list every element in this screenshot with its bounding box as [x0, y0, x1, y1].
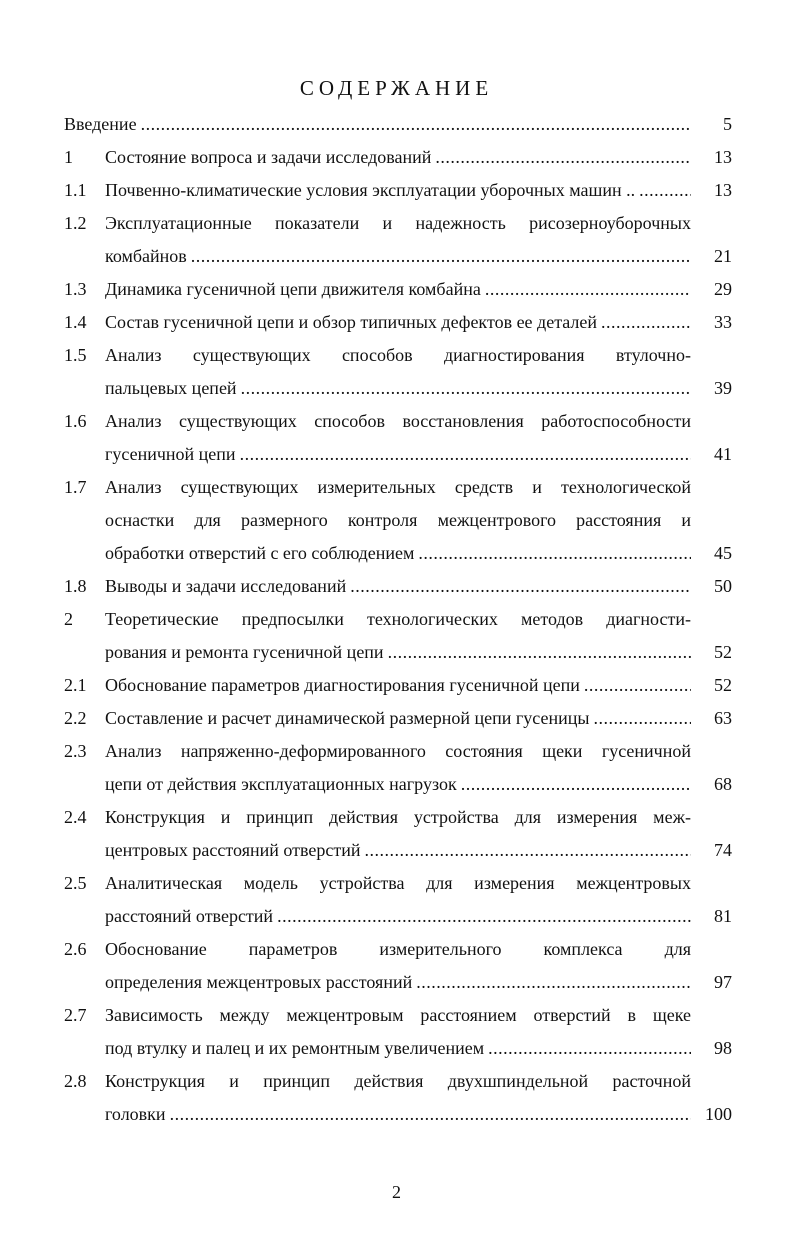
toc-entry-page: 52: [714, 642, 732, 662]
toc-entry-title: [105, 207, 691, 273]
toc-entry-line: [105, 669, 691, 702]
toc-entry-line: [105, 603, 691, 636]
toc-entry-page: 74: [714, 840, 732, 860]
toc-entry-text: Введение: [64, 114, 137, 134]
toc-entry-line: [105, 933, 691, 966]
toc-entry-number: 1.6: [64, 411, 87, 431]
toc-entry-text: обработки отверстий с его соблюдением: [105, 543, 415, 563]
dot-leader: [435, 141, 691, 174]
toc-entry-page: 52: [714, 675, 732, 695]
toc-entry-page: 29: [714, 279, 732, 299]
toc-entry-text: Обоснование параметров измерительного комплекса для: [105, 939, 691, 959]
toc-entry-text: Конструкция и принцип действия двухшпиндельной расточной: [105, 1071, 691, 1091]
toc-entry-line: [105, 372, 691, 405]
toc-entry-page: 39: [714, 378, 732, 398]
toc-entry-line: [105, 339, 691, 372]
toc-entry-text: Состояние вопроса и задачи исследований: [105, 147, 432, 167]
toc-entry-text: оснастки для размерного контроля межцентрового расстояния и: [105, 510, 691, 530]
dot-leader: [277, 900, 691, 933]
dot-leader: [191, 240, 691, 273]
toc-entry-text: расстояний отверстий: [105, 906, 274, 926]
toc-entry-line: [105, 801, 691, 834]
toc-entry-number: 2.3: [64, 741, 87, 761]
toc-entry-text: центровых расстояний отверстий: [105, 840, 361, 860]
toc-entry-number: 1.4: [64, 312, 87, 332]
toc-entry-title: [105, 735, 691, 801]
toc-entry-title: [105, 273, 691, 306]
toc-entry-line: [105, 273, 691, 306]
dot-leader: [365, 834, 692, 867]
toc-entry-page: 63: [714, 708, 732, 728]
toc-entry-line: [105, 438, 691, 471]
toc-entry-line: [105, 504, 691, 537]
toc-entry-number: 1: [64, 147, 73, 167]
toc-entry-page: 97: [714, 972, 732, 992]
toc-entry-text: Аналитическая модель устройства для измерения межцентровых: [105, 873, 691, 893]
toc-entry-line: [105, 636, 691, 669]
toc-entry-page: 5: [723, 114, 732, 134]
toc-entry-number: 1.7: [64, 477, 87, 497]
toc-entry-text: Анализ напряженно-деформированного состояния щеки гусеничной: [105, 741, 691, 761]
toc-entry-line: [105, 1065, 691, 1098]
dot-leader: [485, 273, 691, 306]
toc-entry-text: Почвенно-климатические условия эксплуатации уборочных машин ..: [105, 180, 636, 200]
dot-leader: [418, 537, 691, 570]
toc-title: СОДЕРЖАНИЕ: [299, 76, 494, 100]
toc-entry-line: [105, 867, 691, 900]
toc-entry-text: комбайнов: [105, 246, 187, 266]
toc-entry-title: [105, 141, 691, 174]
toc-entry-line: [105, 405, 691, 438]
toc-entry-number: 2: [64, 609, 73, 629]
toc-entry-line: [105, 834, 691, 867]
toc-entry-number: 2.1: [64, 675, 87, 695]
toc-entry-page: 33: [714, 312, 732, 332]
toc-entry-number: 2.4: [64, 807, 87, 827]
toc-entry-page: 100: [705, 1104, 732, 1124]
dot-leader: [488, 1032, 691, 1065]
toc-entry-page: 50: [714, 576, 732, 596]
dot-leader: [350, 570, 691, 603]
toc-entry-page: 13: [714, 147, 732, 167]
toc-entry-line: [105, 735, 691, 768]
toc-entry-title: [105, 603, 691, 669]
dot-leader: [388, 636, 691, 669]
dot-leader: [461, 768, 691, 801]
toc-entry-title: [105, 471, 691, 570]
toc-entry-title: [105, 801, 691, 867]
toc-entry-text: Зависимость между межцентровым расстоянием отверстий в щеке: [105, 1005, 691, 1025]
toc-entry-number: 1.8: [64, 576, 87, 596]
dot-leader: [601, 306, 691, 339]
toc-entry-title: [105, 339, 691, 405]
toc-entry-page: 81: [714, 906, 732, 926]
toc-entry-line: [105, 207, 691, 240]
toc-entry-title: [105, 570, 691, 603]
toc-entry-line: [105, 537, 691, 570]
toc-entry-line: [105, 1098, 691, 1131]
toc-entry-title: [105, 999, 691, 1065]
toc-entry-text: Конструкция и принцип действия устройства для измерения меж-: [105, 807, 691, 827]
toc-entry-page: 13: [714, 180, 732, 200]
toc-entry-text: Составление и расчет динамической размерной цепи гусеницы: [105, 708, 590, 728]
toc-entry-line: [105, 471, 691, 504]
toc-entry-line: [105, 306, 691, 339]
toc-entry-number: 2.6: [64, 939, 87, 959]
toc-entry-title: [105, 702, 691, 735]
toc-entry-text: Состав гусеничной цепи и обзор типичных дефектов ее деталей: [105, 312, 598, 332]
toc-entry-text: гусеничной цепи: [105, 444, 236, 464]
toc-entry-line: [105, 900, 691, 933]
toc-entry-title: [105, 405, 691, 471]
toc-entry-line: [64, 108, 691, 141]
toc-entry-line: [105, 966, 691, 999]
toc-entry-text: определения межцентровых расстояний: [105, 972, 413, 992]
toc-entry-title: [105, 669, 691, 702]
toc-entry-text: Анализ существующих способов диагностирования втулочно-: [105, 345, 691, 365]
toc-entry-text: Анализ существующих измерительных средств и технологической: [105, 477, 691, 497]
toc-entry-text: Теоретические предпосылки технологических методов диагности-: [105, 609, 691, 629]
dot-leader: [240, 438, 691, 471]
toc-entry-page: 41: [714, 444, 732, 464]
dot-leader: [141, 108, 691, 141]
toc-entry-text: пальцевых цепей: [105, 378, 237, 398]
dot-leader: [639, 174, 691, 207]
toc-entry-text: рования и ремонта гусеничной цепи: [105, 642, 384, 662]
toc-entry-title: [105, 1065, 691, 1131]
dot-leader: [241, 372, 691, 405]
toc-entry-text: Анализ существующих способов восстановления работоспособности: [105, 411, 691, 431]
toc-entry-line: [105, 141, 691, 174]
toc-entry-line: [105, 174, 691, 207]
toc-entry-number: 1.2: [64, 213, 87, 233]
toc-entry-line: [105, 240, 691, 273]
page-number: 2: [392, 1182, 401, 1202]
dot-leader: [416, 966, 691, 999]
toc-entry-number: 1.1: [64, 180, 87, 200]
toc-entry-number: 2.7: [64, 1005, 87, 1025]
toc-entry-line: [105, 702, 691, 735]
toc-entry-page: 68: [714, 774, 732, 794]
toc-entry-line: [105, 570, 691, 603]
toc-entry-number: 2.2: [64, 708, 87, 728]
toc-entry-line: [105, 768, 691, 801]
toc-entry-text: цепи от действия эксплуатационных нагрузок: [105, 774, 457, 794]
toc-entry-page: 45: [714, 543, 732, 563]
toc-entry-number: 1.5: [64, 345, 87, 365]
toc-entry-text: Обоснование параметров диагностирования гусеничной цепи: [105, 675, 580, 695]
toc-entry-text: Эксплуатационные показатели и надежность рисозерноуборочных: [105, 213, 691, 233]
toc-entry-text: под втулку и палец и их ремонтным увеличением: [105, 1038, 485, 1058]
toc-entry-line: [105, 1032, 691, 1065]
dot-leader: [170, 1098, 691, 1131]
toc-entry-number: 2.5: [64, 873, 87, 893]
toc-entry-text: головки: [105, 1104, 166, 1124]
toc-entry-title: [105, 933, 691, 999]
toc-entry-title: [64, 108, 691, 141]
toc-entry-page: 21: [714, 246, 732, 266]
dot-leader: [584, 669, 691, 702]
toc-entry-number: 2.8: [64, 1071, 87, 1091]
toc-entry-title: [105, 867, 691, 933]
toc-entry-text: Динамика гусеничной цепи движителя комбайна: [105, 279, 481, 299]
toc-entry-title: [105, 174, 691, 207]
toc-entry-line: [105, 999, 691, 1032]
dot-leader: [594, 702, 692, 735]
toc-entry-number: 1.3: [64, 279, 87, 299]
toc-entry-text: Выводы и задачи исследований: [105, 576, 347, 596]
toc-entry-page: 98: [714, 1038, 732, 1058]
toc-entry-title: [105, 306, 691, 339]
